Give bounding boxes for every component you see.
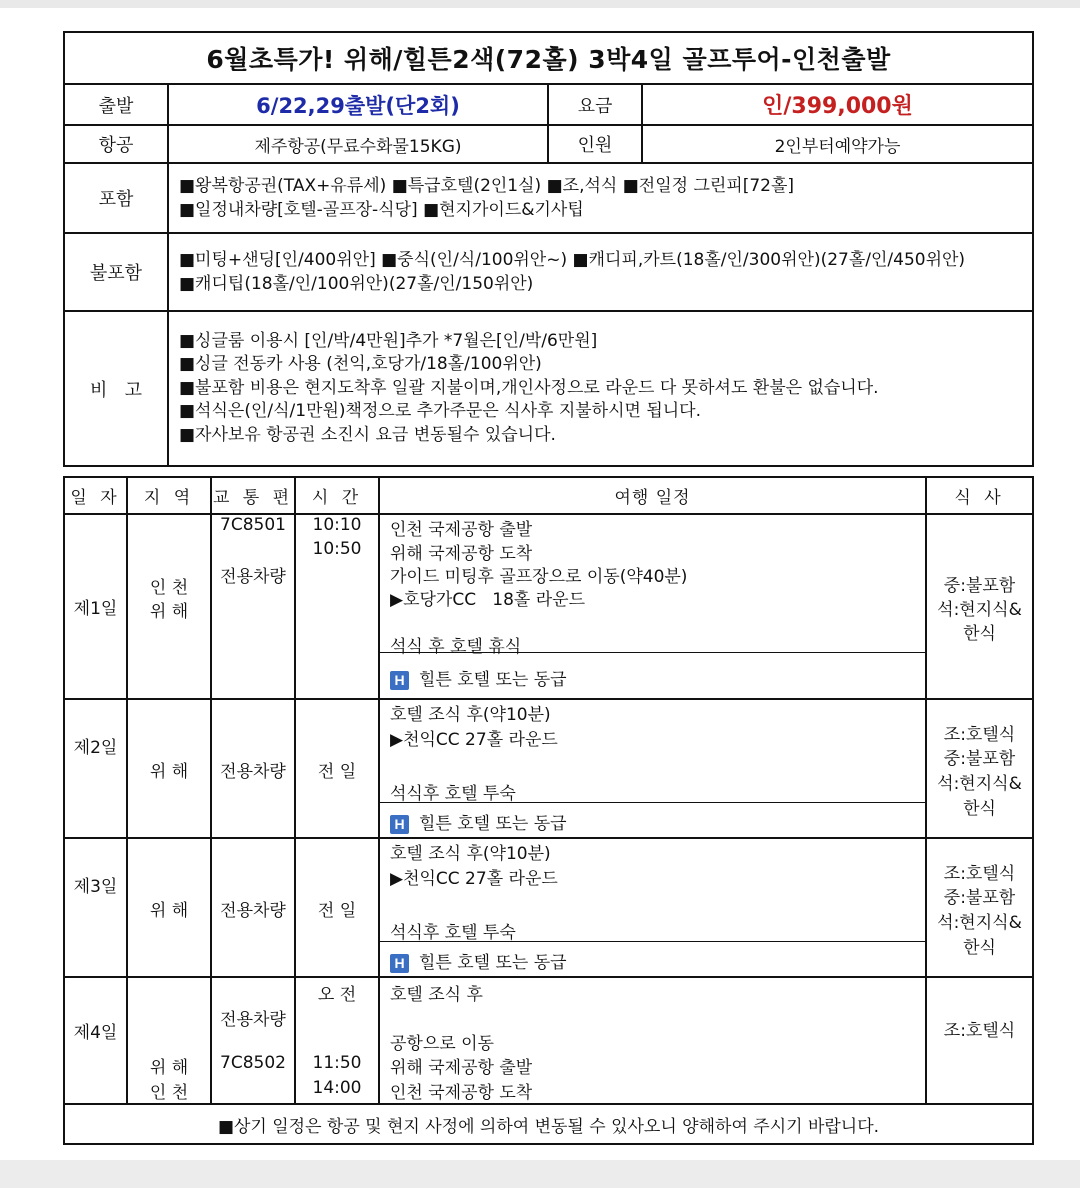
included-label: 포함 xyxy=(64,163,168,233)
meal-text: 한식 xyxy=(963,624,996,644)
schedule-line: 위해 국제공항 도착 xyxy=(390,544,533,564)
day-label-cell xyxy=(64,699,127,838)
airline-label: 항공 xyxy=(64,125,168,163)
time-text: 10:50 xyxy=(312,539,362,559)
schedule-line: 공항으로 이동 xyxy=(390,1034,494,1054)
itinerary-row-day1 xyxy=(64,514,1033,699)
hotel-line xyxy=(390,809,567,834)
region-text: 위 해 xyxy=(149,1058,189,1078)
day-label: 제2일 xyxy=(73,738,118,758)
schedule-line: 석식후 호텔 투숙 xyxy=(390,784,516,804)
memo-line: ■싱글 전동카 사용 (천익,호당가/18홀/100위안) xyxy=(179,354,542,375)
transport-text: 전용차량 xyxy=(220,901,286,921)
time-text: 14:00 xyxy=(312,1078,362,1098)
hotel-bar xyxy=(380,941,925,976)
hotel-text: 힐튼 호텔 또는 동급 xyxy=(419,814,567,834)
price-amount: 인/399,000원 xyxy=(762,94,913,119)
itinerary-header-row xyxy=(64,477,1033,514)
header-region: 지 역 xyxy=(127,477,211,514)
schedule-cell xyxy=(379,977,926,1104)
memo-list xyxy=(168,311,1033,466)
included-line: ■일정내차량[호텔-골프장-식당] ■현지가이드&기사팁 xyxy=(179,200,584,220)
schedule-cell xyxy=(379,699,926,838)
transport-cell xyxy=(211,699,295,838)
people-value: 2인부터예약가능 xyxy=(642,125,1033,163)
hotel-icon: H xyxy=(390,671,409,690)
time-cell xyxy=(295,977,379,1104)
price-value xyxy=(642,84,1033,125)
meals-cell xyxy=(926,977,1033,1104)
schedule-line: 가이드 미팅후 골프장으로 이동(약40분) xyxy=(390,567,688,587)
schedule-line: ▶천익CC 27홀 라운드 xyxy=(390,869,558,889)
transport-text: 전용차량 xyxy=(220,762,286,782)
price-label: 요금 xyxy=(548,84,642,125)
header-transport: 교 통 편 xyxy=(211,477,295,514)
day-label: 제4일 xyxy=(73,1023,118,1043)
schedule-line: 석식 후 호텔 휴식 xyxy=(390,637,522,657)
day-label: 제3일 xyxy=(73,877,118,897)
itinerary-row-day4 xyxy=(64,977,1033,1104)
hotel-bar xyxy=(380,802,925,837)
meal-text: 조:호텔식 xyxy=(943,725,1016,745)
meal-text: 조:호텔식 xyxy=(943,1021,1016,1041)
region-cell xyxy=(127,514,211,699)
itinerary-row-day2 xyxy=(64,699,1033,838)
header-schedule: 여행 일정 xyxy=(379,477,926,514)
meals-cell xyxy=(926,838,1033,977)
header-day: 일 자 xyxy=(64,477,127,514)
memo-label: 비 고 xyxy=(64,311,168,466)
region-cell xyxy=(127,838,211,977)
depart-value xyxy=(168,84,548,125)
meal-text: 조:호텔식 xyxy=(943,864,1016,884)
region-text: 위 해 xyxy=(149,762,189,782)
top-strip xyxy=(0,0,1080,8)
header-meals: 식 사 xyxy=(926,477,1033,514)
meal-text: 석:현지식& xyxy=(937,774,1022,794)
time-cell xyxy=(295,699,379,838)
memo-line: ■싱글룸 이용시 [인/박/4만원]추가 *7월은[인/박/6만원] xyxy=(179,330,598,351)
excluded-label: 불포함 xyxy=(64,233,168,311)
excluded-list xyxy=(168,233,1033,311)
excluded-line: ■캐디팁(18홀/인/100위안)(27홀/인/150위안) xyxy=(179,274,534,294)
schedule-line: 호텔 조식 후 xyxy=(390,985,483,1005)
itinerary-row-day3 xyxy=(64,838,1033,977)
included-line: ■왕복항공권(TAX+유류세) ■특급호텔(2인1실) ■조,석식 ■전일정 그린피[72홀] xyxy=(179,176,795,196)
meal-text: 중:불포함 xyxy=(943,749,1016,769)
flight-number: 7C8501 xyxy=(220,515,286,535)
schedule-cell xyxy=(379,514,926,699)
time-text: 오 전 xyxy=(317,985,357,1005)
schedule-line: 호텔 조식 후(약10분) xyxy=(390,705,551,725)
hotel-bar xyxy=(380,652,925,698)
day-label: 제1일 xyxy=(64,514,127,699)
header-time: 시 간 xyxy=(295,477,379,514)
region-text: 위 해 xyxy=(149,602,189,622)
hotel-text: 힐튼 호텔 또는 동급 xyxy=(419,953,567,973)
schedule-line: 석식후 호텔 투숙 xyxy=(390,923,516,943)
meal-text: 한식 xyxy=(963,799,996,819)
bottom-strip xyxy=(0,1160,1080,1188)
depart-dates: 6/22,29출발(단2회) xyxy=(256,93,460,118)
memo-line: ■석식은(인/식/1만원)책정으로 추가주문은 식사후 지불하시면 됩니다. xyxy=(179,401,702,422)
included-list xyxy=(168,163,1033,233)
day-label-cell xyxy=(64,977,127,1104)
transport-text: 전용차량 xyxy=(220,1010,286,1030)
time-text: 전 일 xyxy=(317,901,357,921)
tour-summary-table xyxy=(63,31,1034,467)
itinerary-footer-note: ■상기 일정은 항공 및 현지 사정에 의하여 변동될 수 있사오니 양해하여 주시기 바랍니다. xyxy=(64,1104,1033,1144)
memo-line: ■자사보유 항공권 소진시 요금 변동될수 있습니다. xyxy=(179,424,556,445)
hotel-text: 힐튼 호텔 또는 동급 xyxy=(419,670,567,690)
region-text: 인 천 xyxy=(149,578,189,598)
itinerary-footer-row xyxy=(64,1104,1033,1144)
meal-text: 중:불포함 xyxy=(943,576,1016,596)
schedule-line: 호텔 조식 후(약10분) xyxy=(390,844,551,864)
schedule-line: 위해 국제공항 출발 xyxy=(390,1058,533,1078)
people-label: 인원 xyxy=(548,125,642,163)
transport-cell xyxy=(211,514,295,699)
meals-cell xyxy=(926,699,1033,838)
schedule-cell xyxy=(379,838,926,977)
tour-title: 6월초특가! 위해/힐튼2색(72홀) 3박4일 골프투어-인천출발 xyxy=(64,32,1033,84)
itinerary-table xyxy=(63,476,1034,1145)
meals-cell xyxy=(926,514,1033,699)
region-text: 인 천 xyxy=(149,1083,189,1103)
day-label-cell xyxy=(64,838,127,977)
schedule-line: ▶호당가CC 18홀 라운드 xyxy=(390,590,586,610)
flight-number: 7C8502 xyxy=(220,1053,286,1073)
airline-value: 제주항공(무료수화물15KG) xyxy=(168,125,548,163)
depart-label: 출발 xyxy=(64,84,168,125)
meal-text: 중:불포함 xyxy=(943,888,1016,908)
hotel-line xyxy=(390,665,567,690)
hotel-line xyxy=(390,948,567,973)
region-cell xyxy=(127,977,211,1104)
time-cell xyxy=(295,514,379,699)
meal-text: 석:현지식& xyxy=(937,913,1022,933)
transport-text: 전용차량 xyxy=(220,567,286,587)
time-cell xyxy=(295,838,379,977)
region-cell xyxy=(127,699,211,838)
transport-cell xyxy=(211,977,295,1104)
transport-cell xyxy=(211,838,295,977)
schedule-line: 인천 국제공항 출발 xyxy=(390,520,533,540)
memo-line: ■불포함 비용은 현지도착후 일괄 지불이며,개인사정으로 라운드 다 못하셔도 환불은 없습니다. xyxy=(179,377,879,398)
hotel-icon: H xyxy=(390,815,409,834)
time-text: 11:50 xyxy=(312,1053,362,1073)
region-text: 위 해 xyxy=(149,901,189,921)
schedule-line: 인천 국제공항 도착 xyxy=(390,1083,533,1103)
time-text: 10:10 xyxy=(312,515,362,535)
meal-text: 한식 xyxy=(963,938,996,958)
excluded-line: ■미팅+샌딩[인/400위안] ■중식(인/식/100위안~) ■캐디피,카트(18홀/인/300위안)(27홀/인/450위안) xyxy=(179,250,966,270)
schedule-line: ▶천익CC 27홀 라운드 xyxy=(390,730,558,750)
time-text: 전 일 xyxy=(317,762,357,782)
hotel-icon: H xyxy=(390,954,409,973)
meal-text: 석:현지식& xyxy=(937,600,1022,620)
